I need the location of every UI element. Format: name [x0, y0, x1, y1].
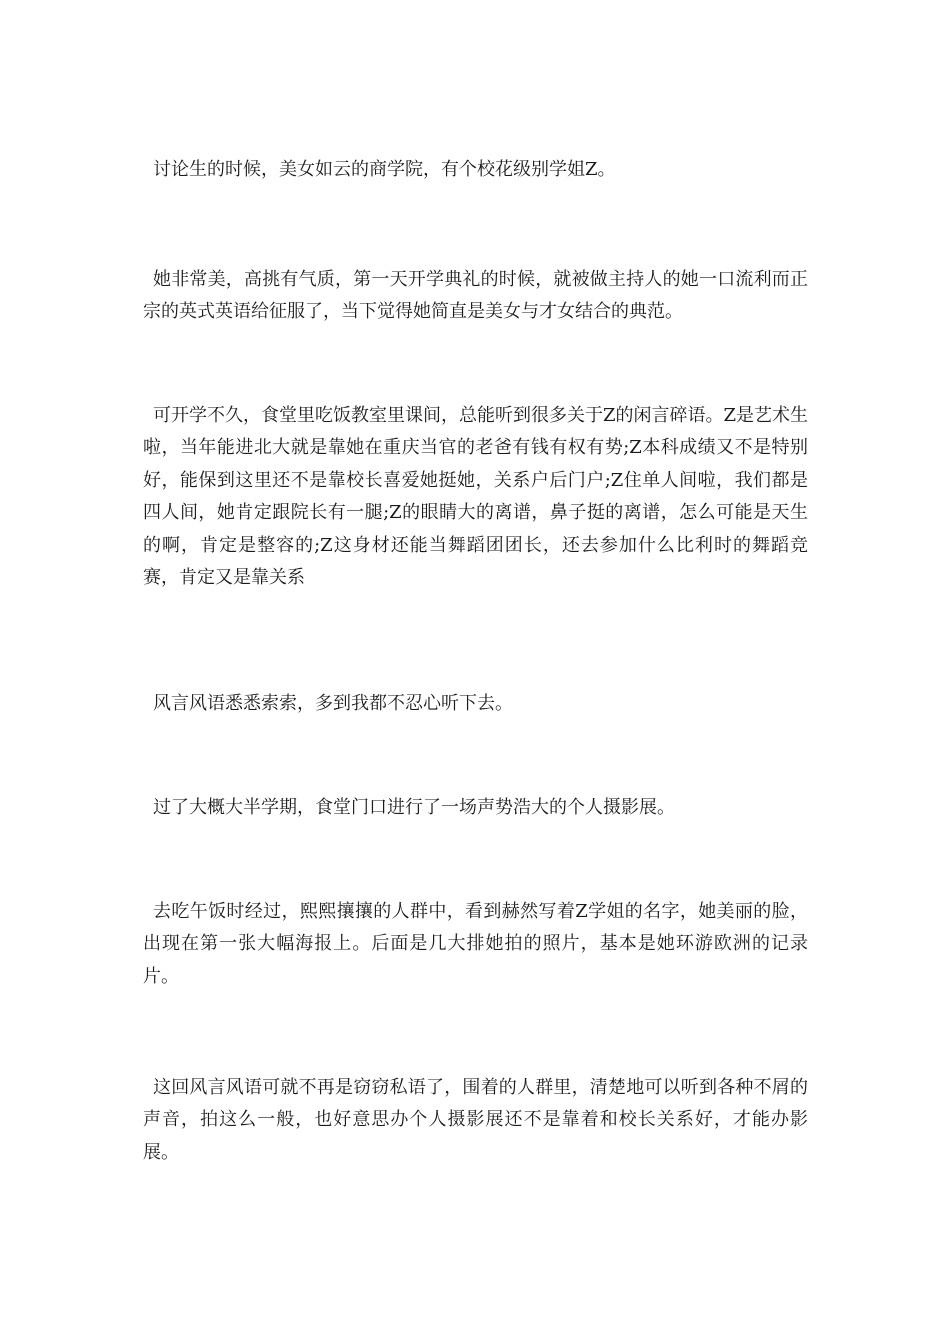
paragraph-7: 这回风言风语可就不再是窃窃私语了，围着的人群里，清楚地可以听到各种不屑的声音，拍这么一般，也好意思办个人摄影展还不是靠着和校长关系好，才能办影展。: [143, 1077, 808, 1163]
paragraph-6: 去吃午饭时经过，熙熙攘攘的人群中，看到赫然写着Z学姐的名字，她美丽的脸，出现在第一张大幅海报上。后面是几大排她拍的照片，基本是她环游欧洲的记录片。: [143, 901, 808, 987]
paragraph-3: 可开学不久，食堂里吃饭教室里课间，总能听到很多关于Z的闲言碎语。Z是艺术生啦，当年能进北大就是靠她在重庆当官的老爸有钱有权有势;Z本科成绩又不是特别好，能保到这里还不是靠校长喜爱她挺她，关系户后门户;Z住单人间啦，我们都是四人间，她肯定跟院长有一腿;Z的眼睛大的离谱，鼻子挺的离谱，怎么可能是天生的啊，肯定是整容的;Z这身材还能当舞蹈团团长，还去参加什么比利时的舞蹈竞赛，肯定又是靠关系: [143, 405, 809, 589]
paragraph-1: 讨论生的时候，美女如云的商学院，有个校花级别学姐Z。: [153, 159, 616, 180]
paragraph-5: 过了大概大半学期，食堂门口进行了一场声势浩大的个人摄影展。: [153, 797, 675, 818]
paragraph-4: 风言风语悉悉索索，多到我都不忍心听下去。: [153, 693, 513, 714]
paragraph-2: 她非常美，高挑有气质，第一天开学典礼的时候，就被做主持人的她一口流利而正宗的英式英语给征服了，当下觉得她简直是美女与才女结合的典范。: [143, 269, 808, 323]
